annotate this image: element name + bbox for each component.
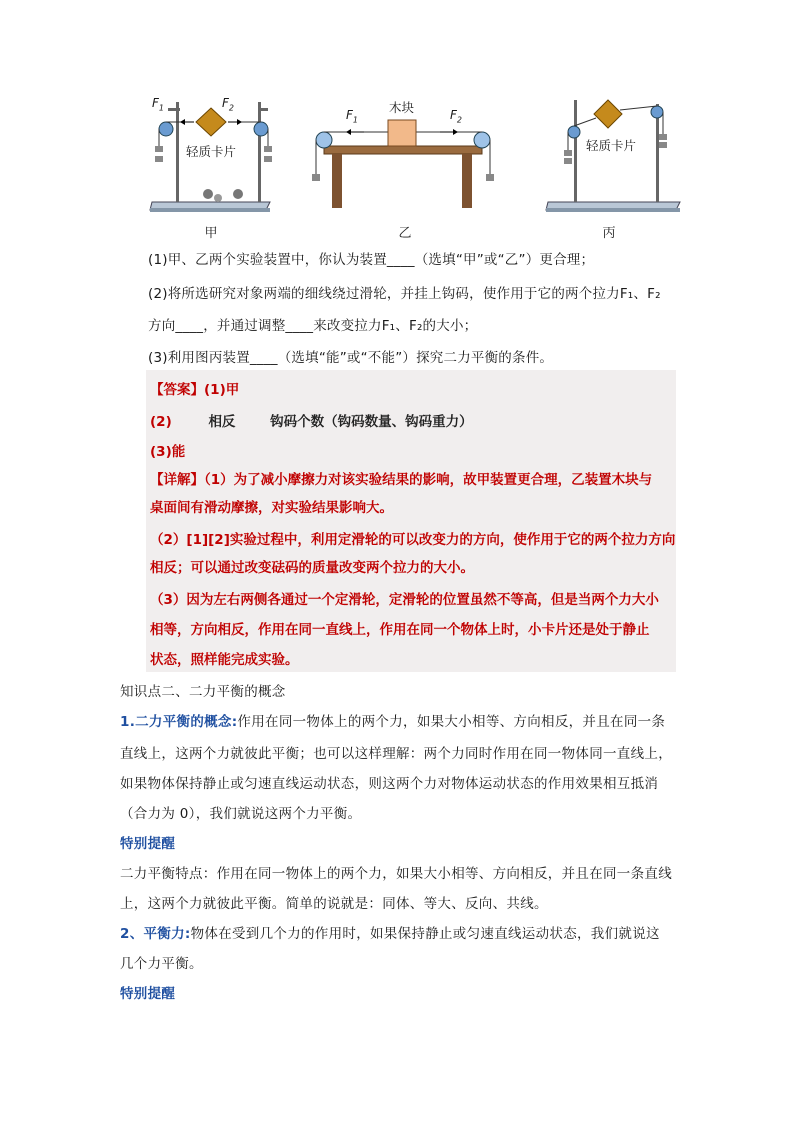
detail-2b: 相反；可以通过改变砝码的质量改变两个拉力的大小。 xyxy=(150,560,474,576)
balance-heading: 2、平衡力: xyxy=(120,926,191,942)
tip-line-2: 上，这两个力就彼此平衡。简单的说就是：同体、等大、反向、共线。 xyxy=(120,896,548,912)
detail-tag: 【详解】 xyxy=(150,472,204,488)
concept-text-1: 作用在同一物体上的两个力，如果大小相等、方向相反，并且在同一条 xyxy=(237,714,666,730)
answer-line-2 xyxy=(150,410,473,430)
figure-label-yi: 乙 xyxy=(398,226,412,241)
balance-line-1 xyxy=(120,922,660,942)
concept-line-2: 直线上，这两个力就彼此平衡；也可以这样理解：两个力同时作用在同一物体同一直线上， xyxy=(120,746,672,762)
balance-text-1: 物体在受到几个力的作用时，如果保持静止或匀速直线运动状态，我们就说这 xyxy=(190,926,660,942)
figure-label-jia: 甲 xyxy=(204,226,218,241)
question-2-line-1: (2)将所选研究对象两端的细线绕过滑轮，并挂上钩码，使作用于它的两个拉力F₁、F₂ xyxy=(148,286,661,302)
detail-2a: （2）[1][2]实验过程中，利用定滑轮的可以改变力的方向，使作用于它的两个拉力方向 xyxy=(150,532,676,548)
answer-2-value-2: 钩码个数（钩码数量、钩码重力） xyxy=(270,414,473,430)
detail-3c: 状态，照样能完成实验。 xyxy=(150,652,299,668)
question-1: (1)甲、乙两个实验装置中，你认为装置____（选填“甲”或“乙”）更合理； xyxy=(148,252,595,268)
answer-line-1 xyxy=(150,378,239,398)
answer-1: (1)甲 xyxy=(204,382,240,398)
detail-1a: （1）为了减小摩擦力对该实验结果的影响，故甲装置更合理，乙装置木块与 xyxy=(204,472,653,488)
question-2-line-2: 方向____，并通过调整____来改变拉力F₁、F₂的大小； xyxy=(148,318,478,334)
concept-line-1 xyxy=(120,710,665,730)
answer-2-value-1: 相反 xyxy=(208,414,236,430)
figure-label-bing: 丙 xyxy=(602,226,616,241)
detail-1b: 桌面间有滑动摩擦，对实验结果影响大。 xyxy=(150,500,393,516)
tip-heading-1: 特别提醒 xyxy=(120,836,176,852)
detail-3b: 相等，方向相反，作用在同一直线上，作用在同一个物体上时，小卡片还是处于静止 xyxy=(150,622,650,638)
force-label-f1-jia: $F_1$ xyxy=(152,96,164,113)
answer-2-num: (2) xyxy=(150,414,172,430)
answer-3: (3)能 xyxy=(150,444,186,460)
tip-line-1: 二力平衡特点：作用在同一物体上的两个力，如果大小相等、方向相反，并且在同一条直线 xyxy=(120,866,672,882)
balance-line-2: 几个力平衡。 xyxy=(120,956,203,972)
force-label-f2-jia: $F_2$ xyxy=(222,96,234,113)
block-label-yi: 木块 xyxy=(389,100,415,115)
force-label-f2-yi: $F_2$ xyxy=(450,108,462,125)
figure-jia xyxy=(146,94,276,214)
answer-tag: 【答案】 xyxy=(150,382,204,398)
question-3: (3)利用图丙装置____（选填“能”或“不能”）探究二力平衡的条件。 xyxy=(148,350,554,366)
force-label-f1-yi: $F_1$ xyxy=(346,108,358,125)
figure-yi xyxy=(304,94,500,214)
figure-bing xyxy=(544,94,684,214)
apparatus-bing-drawing xyxy=(544,94,684,214)
section-title: 知识点二、二力平衡的概念 xyxy=(120,684,286,700)
card-label-jia: 轻质卡片 xyxy=(186,144,237,159)
detail-line-1 xyxy=(150,468,652,488)
detail-3a: （3）因为左右两侧各通过一个定滑轮，定滑轮的位置虽然不等高，但是当两个力大小 xyxy=(150,592,659,608)
card-label-bing: 轻质卡片 xyxy=(586,138,637,153)
concept-line-3: 如果物体保持静止或匀速直线运动状态，则这两个力对物体运动状态的作用效果相互抵消 xyxy=(120,776,659,792)
concept-line-4: （合力为 0），我们就说这两个力平衡。 xyxy=(120,806,362,822)
tip-heading-2: 特别提醒 xyxy=(120,986,176,1002)
concept-heading: 1.二力平衡的概念: xyxy=(120,714,238,730)
